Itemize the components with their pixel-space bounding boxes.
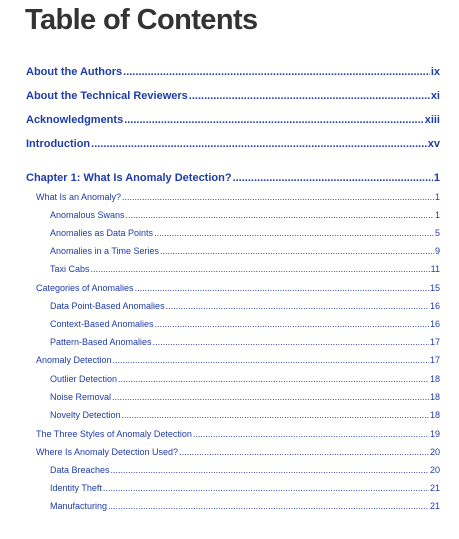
- toc-entry-title: Introduction: [26, 138, 91, 150]
- toc-entry-anomalies-as-data-points[interactable]: [50, 228, 440, 238]
- toc-entry-anomaly-detection[interactable]: [36, 355, 440, 365]
- toc-page-number: xi: [430, 90, 440, 102]
- dot-leader: [193, 429, 429, 439]
- toc-entry-title: Context-Based Anomalies: [50, 319, 154, 329]
- dot-leader: [122, 192, 434, 202]
- toc-page-number: 15: [429, 283, 440, 293]
- toc-entry-title: About the Technical Reviewers: [26, 90, 188, 102]
- dot-leader: [166, 301, 429, 311]
- toc-entry-title: Taxi Cabs: [50, 264, 90, 274]
- toc-entry-novelty-detection[interactable]: [50, 410, 440, 420]
- dot-leader: [189, 90, 430, 102]
- toc-entry-about-authors[interactable]: [26, 66, 440, 78]
- toc-page-number: 18: [429, 374, 440, 384]
- dot-leader: [154, 228, 434, 238]
- toc-page-number: 1: [434, 210, 440, 220]
- dot-leader: [108, 501, 429, 511]
- toc-entry-categories-of-anomalies[interactable]: [36, 283, 440, 293]
- dot-leader: [91, 138, 427, 150]
- dot-leader: [155, 319, 429, 329]
- page-title: Table of Contents: [25, 4, 258, 36]
- toc-page-number: xiii: [424, 114, 440, 126]
- dot-leader: [112, 392, 429, 402]
- toc-entry-chapter-1[interactable]: [26, 172, 440, 184]
- dot-leader: [113, 355, 429, 365]
- toc-page-number: 9: [434, 246, 440, 256]
- toc-entry-noise-removal[interactable]: [50, 392, 440, 402]
- toc-entry-title: Novelty Detection: [50, 410, 121, 420]
- dot-leader: [124, 114, 424, 126]
- toc-entry-manufacturing[interactable]: [50, 501, 440, 511]
- toc-entry-pattern-based-anomalies[interactable]: [50, 337, 440, 347]
- toc-page-number: 1: [433, 172, 440, 184]
- toc-entry-about-reviewers[interactable]: [26, 90, 440, 102]
- toc-entry-title: Anomalous Swans: [50, 210, 125, 220]
- toc-page-number: 18: [429, 392, 440, 402]
- toc-entry-identity-theft[interactable]: [50, 483, 440, 493]
- dot-leader: [153, 337, 429, 347]
- toc-entry-title: Identity Theft: [50, 483, 102, 493]
- toc-page-number: 1: [434, 192, 440, 202]
- toc-page-number: 17: [429, 337, 440, 347]
- toc-page-number: 17: [429, 355, 440, 365]
- toc-entry-title: What Is an Anomaly?: [36, 192, 122, 202]
- toc-page-number: 20: [429, 465, 440, 475]
- toc-page-number: 16: [429, 301, 440, 311]
- toc-page-number: 19: [429, 429, 440, 439]
- toc-entry-data-breaches[interactable]: [50, 465, 440, 475]
- toc-page-number: 16: [429, 319, 440, 329]
- toc-entry-title: Acknowledgments: [26, 114, 124, 126]
- toc-page-number: ix: [430, 66, 440, 78]
- toc-page-number: 18: [429, 410, 440, 420]
- toc-page-number: 21: [429, 483, 440, 493]
- toc-entry-title: Noise Removal: [50, 392, 112, 402]
- toc-entry-title: Chapter 1: What Is Anomaly Detection?: [26, 172, 232, 184]
- dot-leader: [126, 210, 434, 220]
- toc-entry-title: Data Breaches: [50, 465, 110, 475]
- toc-entry-title: Anomalies as Data Points: [50, 228, 154, 238]
- dot-leader: [103, 483, 429, 493]
- toc-entry-title: About the Authors: [26, 66, 123, 78]
- toc-page-number: 5: [434, 228, 440, 238]
- toc-entry-title: Data Point-Based Anomalies: [50, 301, 165, 311]
- dot-leader: [123, 66, 430, 78]
- toc-entry-three-styles[interactable]: [36, 429, 440, 439]
- toc-entry-context-based-anomalies[interactable]: [50, 319, 440, 329]
- toc-entry-taxi-cabs[interactable]: [50, 264, 440, 274]
- dot-leader: [179, 447, 429, 457]
- dot-leader: [91, 264, 430, 274]
- toc-entry-where-is-anomaly-detection-used[interactable]: [36, 447, 440, 457]
- toc-entry-title: Pattern-Based Anomalies: [50, 337, 152, 347]
- toc-entry-title: Outlier Detection: [50, 374, 118, 384]
- toc-page-number: 20: [429, 447, 440, 457]
- toc-entry-outlier-detection[interactable]: [50, 374, 440, 384]
- toc-entry-introduction[interactable]: [26, 138, 440, 150]
- toc-entry-what-is-an-anomaly[interactable]: [36, 192, 440, 202]
- dot-leader: [118, 374, 429, 384]
- toc-entry-title: Manufacturing: [50, 501, 108, 511]
- toc-entry-anomalous-swans[interactable]: [50, 210, 440, 220]
- toc-entry-title: Categories of Anomalies: [36, 283, 134, 293]
- toc-entry-title: The Three Styles of Anomaly Detection: [36, 429, 192, 439]
- dot-leader: [111, 465, 429, 475]
- dot-leader: [135, 283, 429, 293]
- dot-leader: [122, 410, 429, 420]
- toc-page-number: 21: [429, 501, 440, 511]
- toc-entry-title: Where Is Anomaly Detection Used?: [36, 447, 179, 457]
- dot-leader: [233, 172, 433, 184]
- toc-entry-title: Anomalies in a Time Series: [50, 246, 160, 256]
- toc-entry-data-point-based-anomalies[interactable]: [50, 301, 440, 311]
- toc-page-number: 11: [430, 264, 440, 274]
- dot-leader: [160, 246, 434, 256]
- toc-page-number: xv: [427, 138, 440, 150]
- toc-entry-title: Anomaly Detection: [36, 355, 112, 365]
- toc-entry-anomalies-in-a-time-series[interactable]: [50, 246, 440, 256]
- toc-entry-acknowledgments[interactable]: [26, 114, 440, 126]
